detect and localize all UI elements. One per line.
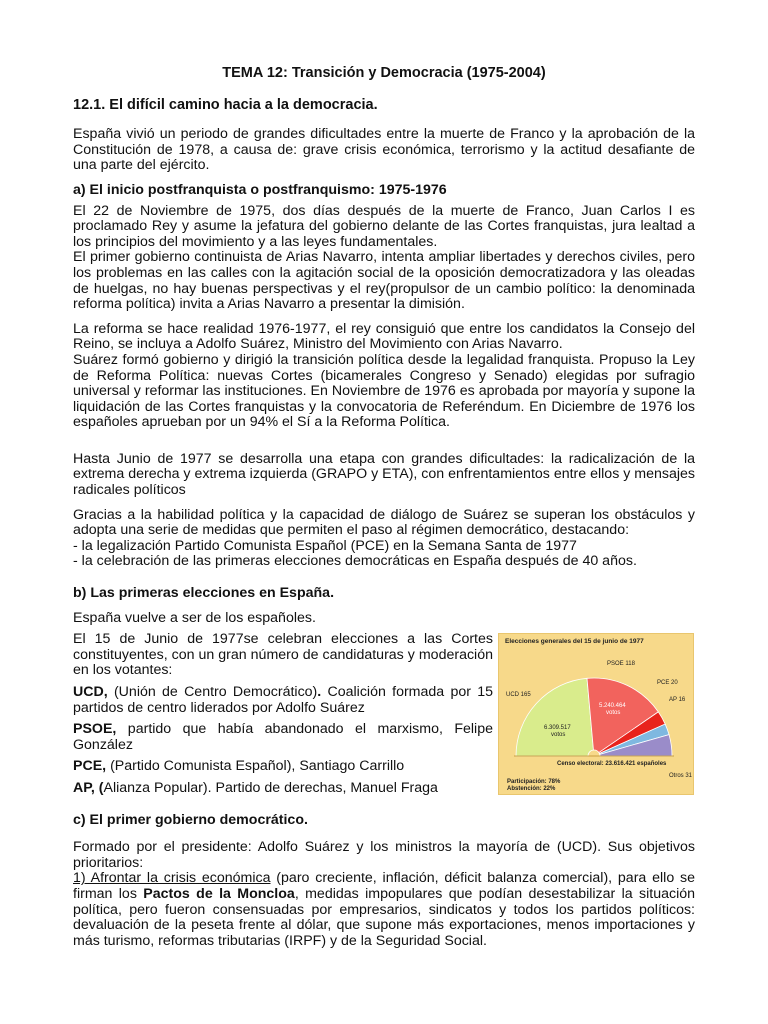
paragraph-a6: Gracias a la habilidad política y la capacidad de diálogo de Suárez se superan los obstáculos y adopta una serie de medidas que permiten el paso al régimen democrático, destacando: bbox=[73, 506, 695, 539]
section-heading: 12.1. El difícil camino hacia a la democracia. bbox=[73, 96, 378, 113]
otros-label: Otros 31 bbox=[669, 772, 693, 779]
paragraph-a3: La reforma se hace realidad 1976-1977, el rey consiguió que entre los candidatos la Consejo del Reino, se incluya a Adolfo Suárez, Ministro del Movimiento con Arias Navarro. bbox=[73, 320, 695, 353]
ucd-votes: 6.309.517 bbox=[544, 724, 571, 731]
participacion-text: Participación: 78% bbox=[507, 778, 561, 785]
slice-ucd bbox=[516, 678, 593, 756]
paragraph-b2: El 15 de Junio de 1977se celebran elecciones a las Cortes constituyentes, con un gran número de candidaturas y moderación en los votantes: bbox=[73, 631, 493, 679]
subsection-c-heading: c) El primer gobierno democrático. bbox=[73, 811, 308, 828]
page-title: TEMA 12: Transición y Democracia (1975-2004) bbox=[222, 65, 546, 81]
elections-section bbox=[73, 611, 695, 797]
paragraph-c1: Formado por el presidente: Adolfo Suárez y los ministros la mayoría de (UCD). Sus objetivos prioritarios: bbox=[73, 839, 695, 871]
psoe-votes: 5.240.464 bbox=[599, 702, 626, 709]
paragraph-a1: El 22 de Noviembre de 1975, dos días después de la muerte de Franco, Juan Carlos I es proclamado Rey y asume la jefatura del gobierno delante de las Cortes franquistas, jura lealtad a los principios del movimiento y a las leyes fundamentales. bbox=[73, 202, 695, 250]
ap-label: AP 16 bbox=[669, 696, 686, 703]
list-item: - la legalización Partido Comunista Español (PCE) en la Semana Santa de 1977 bbox=[73, 537, 577, 554]
psoe-votos-word: votos bbox=[606, 709, 621, 716]
ucd-votos-word: votos bbox=[551, 731, 566, 738]
paragraph-a4: Suárez formó gobierno y dirigió la transición política desde la legalidad franquista. Propuso la Ley de Reforma Política: nuevas Cortes (bicamerales Congreso y Senado) elegidas por sufragio universal y reformar las instituciones. En Noviembre de 1976 es aprobada por mayoría y supone la liquidación de las Cortes franquistas y la convocatoria de Referéndum. En Diciembre de 1976 los españoles aprueban por un 94% el Sí a la Reforma Política. bbox=[73, 351, 695, 431]
paragraph-b1: España vuelve a ser de los españoles. bbox=[73, 609, 316, 626]
paragraph-c2: 1) Afrontar la crisis económica (paro creciente, inflación, déficit balanza comercial), para ello se firman los Pactos de la Moncloa, medidas impopulares que podían desestabilizar la situación política, pero fueron consensuadas por empresarios, sindicatos y todos los partidos políticos: devaluación de la peseta frente al dólar, que supone más exportaciones, menos importaciones y más turismo, reformas tributarias (IRPF) y de la Seguridad Social. bbox=[73, 870, 696, 949]
subsection-b-heading: b) Las primeras elecciones en España. bbox=[73, 585, 335, 602]
election-hemicycle-chart bbox=[499, 634, 693, 794]
figure-title: Elecciones generales del 15 de junio de 1977 bbox=[505, 637, 644, 645]
pce-label: PCE 20 bbox=[657, 679, 678, 686]
subsection-a-heading: a) El inicio postfranquista o postfranquismo: 1975-1976 bbox=[73, 181, 447, 198]
psoe-label: PSOE 118 bbox=[607, 660, 635, 667]
list-item: - la celebración de las primeras elecciones democráticas en España después de 40 años. bbox=[73, 553, 637, 570]
censo-text: Censo electoral: 23.616.421 españoles bbox=[557, 760, 667, 767]
abstencion-text: Abstención: 22% bbox=[507, 785, 556, 792]
party-pce: PCE, (Partido Comunista Español), Santiago Carrillo bbox=[73, 758, 405, 775]
document-page bbox=[73, 66, 695, 958]
paragraph-a2: El primer gobierno continuista de Arias Navarro, intenta ampliar libertades y derechos civiles, pero los problemas en las calles con la agitación social de la oposición democratizadora y las oleadas de huelgas, no hay buenas perspectivas y el rey(propulsor de un cambio político: la denominada reforma política) invita a Arias Navarro a presentar la dimisión. bbox=[73, 249, 695, 313]
party-ucd: UCD, (Unión de Centro Democrático). Coalición formada por 15 partidos de centro liderados por Adolfo Suárez bbox=[73, 684, 493, 716]
party-psoe: PSOE, partido que había abandonado el marxismo, Felipe González bbox=[73, 721, 493, 753]
paragraph-a5: Hasta Junio de 1977 se desarrolla una etapa con grandes dificultades: la radicalización de la extrema derecha y extrema izquierda (GRAPO y ETA), con enfrentamientos entre ellos y mensajes radicales políticos bbox=[73, 450, 695, 499]
party-ap: AP, (Alianza Popular). Partido de derechas, Manuel Fraga bbox=[73, 779, 438, 796]
intro-paragraph: España vivió un periodo de grandes dificultades entre la muerte de Franco y la aprobación de la Constitución de 1978, a causa de: grave crisis económica, terrorismo y la actitud desafiante de una parte del ejército. bbox=[73, 126, 695, 174]
election-results-figure bbox=[498, 633, 694, 795]
ucd-label: UCD 165 bbox=[506, 691, 531, 698]
